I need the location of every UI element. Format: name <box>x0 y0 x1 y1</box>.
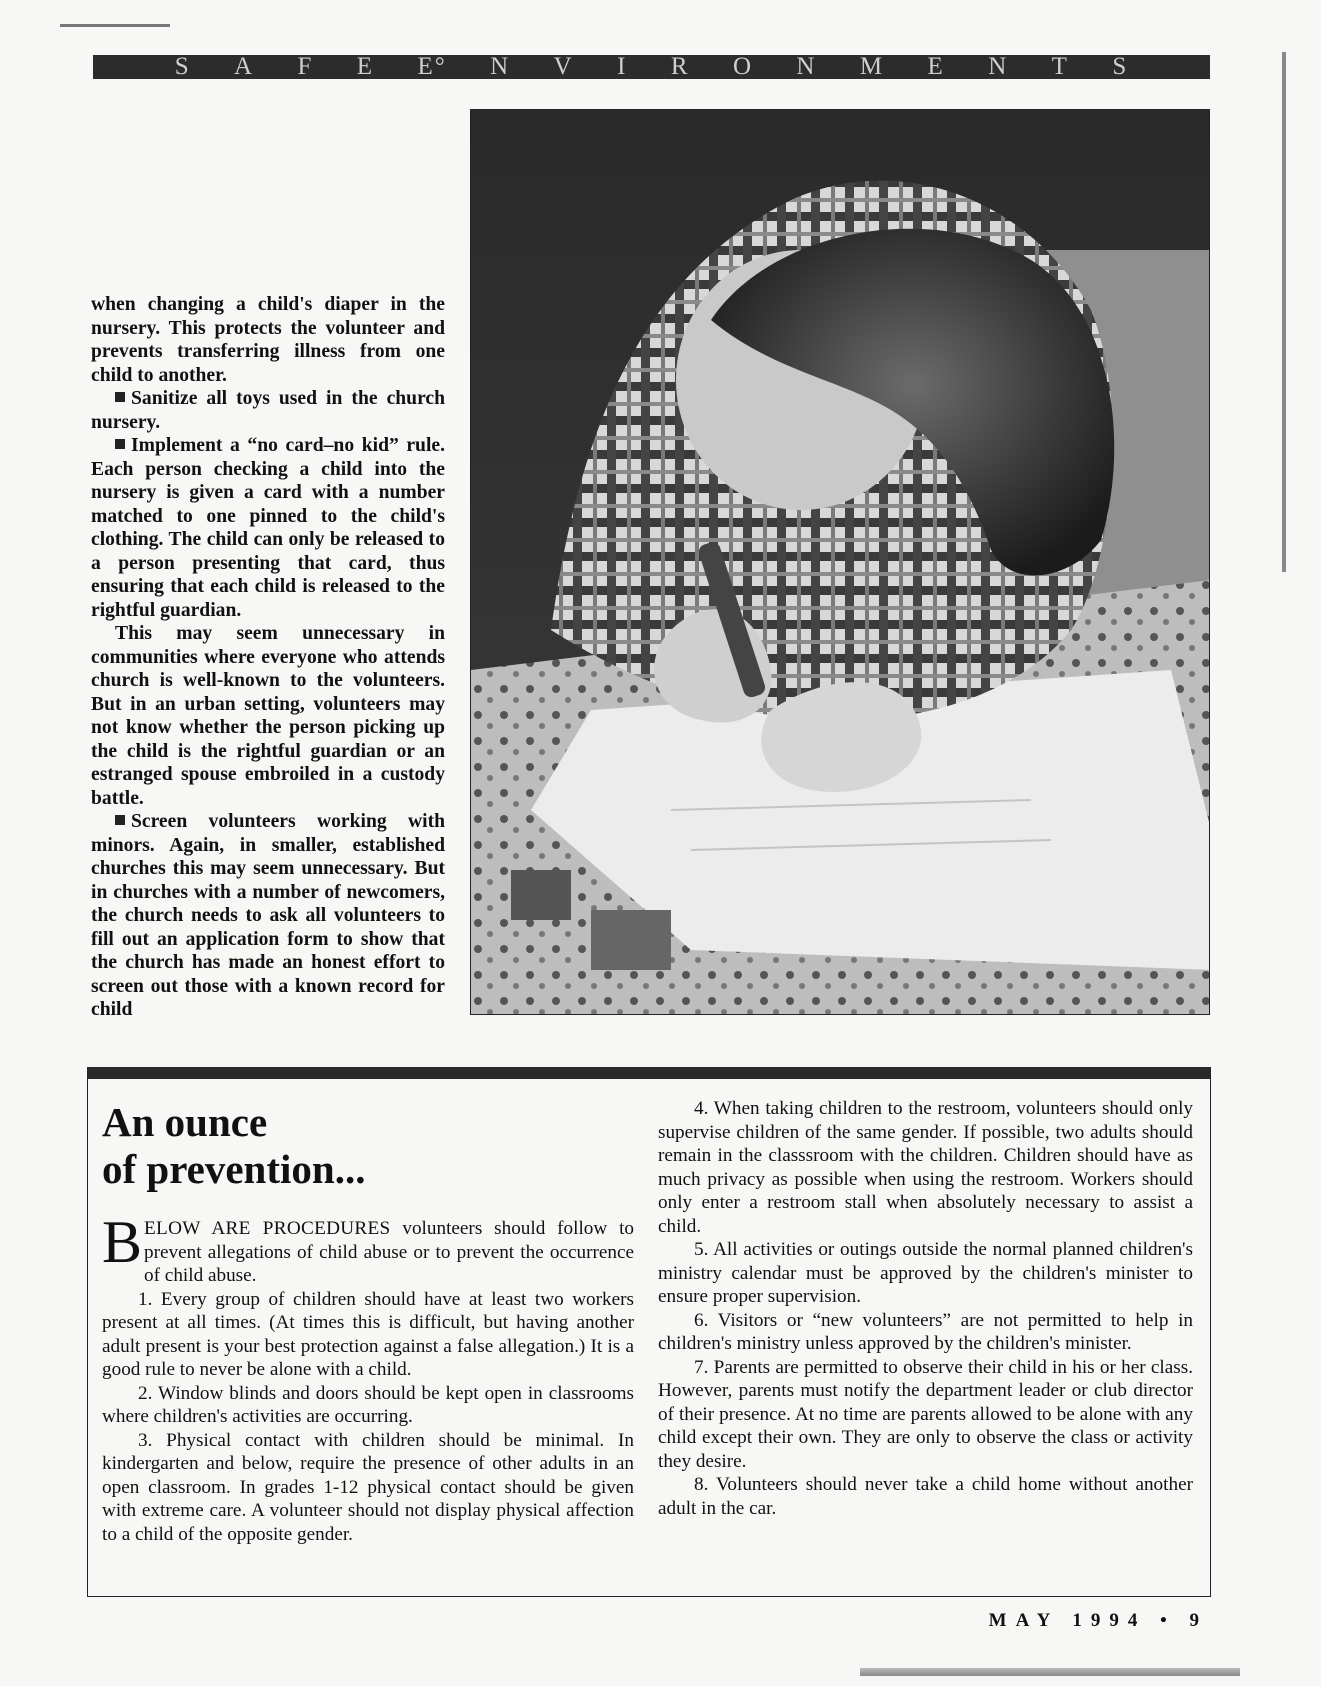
bullet-square-icon <box>115 815 125 825</box>
banner-letter: N <box>490 55 511 79</box>
sidebar-title-line: An ounce <box>102 1099 268 1145</box>
bullet-square-icon <box>115 392 125 402</box>
intro-text: volunteers should follow to prevent allegations of child abuse or to prevent the occurrence of child abuse. <box>144 1218 634 1286</box>
procedure-item: 3. Physical contact with children should be minimal. In kindergarten and below, require the presence of other adults in an open classroom. In grades 1-12 physical contact should be given with extreme care. A volunteer should not display physical affection to a child of the opposite gender. <box>102 1429 634 1545</box>
banner-letter: N <box>796 55 817 79</box>
article-bullet <box>91 810 445 1022</box>
procedure-item: 2. Window blinds and doors should be kept open in classrooms where children's activities are occurring. <box>102 1382 634 1427</box>
banner-letter: E <box>927 55 945 79</box>
sidebar-left-column <box>102 1099 634 1546</box>
folio-bullet: • <box>1160 1610 1176 1631</box>
article-column <box>91 293 445 1022</box>
banner-letter: V <box>553 55 574 79</box>
article-paragraph: when changing a child's diaper in the nursery. This protects the volunteer and prevents transferring illness from one child to another. <box>91 294 445 386</box>
article-bullet <box>91 387 445 434</box>
issue-date: MAY 1994 <box>988 1610 1147 1631</box>
banner-letter: I <box>617 55 628 79</box>
banner-letter: R <box>670 55 690 79</box>
bullet-square-icon <box>115 439 125 449</box>
procedure-item: 4. When taking children to the restroom, volunteers should only supervise children of the same gender. If possible, two adults should remain in the classsroom with the children. Children should have as much privacy as possible when using the restroom. Workers should only enter a restroom stall when absolutely necessary to assist a child. <box>658 1098 1193 1237</box>
banner-letter: E° <box>417 55 447 79</box>
banner-letter: S <box>1112 55 1129 79</box>
sidebar-intro <box>102 1209 634 1288</box>
photo-illustration <box>471 110 1210 1015</box>
prevention-sidebar <box>87 1067 1211 1597</box>
sidebar-body <box>102 1209 634 1546</box>
intro-caps: ELOW ARE PROCEDURES <box>144 1218 391 1239</box>
bullet-text: Implement a “no card–no kid” rule. Each person checking a child into the nursery is given a card with a number matched to one pinned to the child's clothing. The child can only be released to a person presenting that card, thus ensuring that each child is released to the rightful guardian. <box>91 435 445 621</box>
banner-letter: N <box>988 55 1009 79</box>
bottom-rule <box>860 1668 1240 1676</box>
top-rule <box>60 24 170 27</box>
article-paragraph: This may seem unnecessary in communities where everyone who attends church is well-known to the volunteers. But in an urban setting, volunteers may not know whether the person picking up the child is the rightful guardian or an estranged spouse embroiled in a custody battle. <box>91 623 445 809</box>
photo-child-writing <box>470 109 1210 1015</box>
sidebar-title-line: of prevention... <box>102 1146 366 1192</box>
bullet-text: Sanitize all toys used in the church nursery. <box>91 388 445 433</box>
sidebar-right-column <box>658 1097 1193 1520</box>
section-banner <box>93 55 1210 79</box>
procedure-item: 6. Visitors or “new volunteers” are not permitted to help in children's ministry unless approved by the children's minister. <box>658 1309 1193 1354</box>
banner-letter: E <box>356 55 375 79</box>
procedure-item: 8. Volunteers should never take a child home without another adult in the car. <box>658 1474 1193 1519</box>
page-number: 9 <box>1189 1610 1208 1631</box>
article-bullet <box>91 434 445 622</box>
bullet-text: Screen volunteers working with minors. Again, in smaller, established churches this may seem unnecessary. But in churches with a number of newcomers, the church needs to ask all volunteers to fill out an application form to show that the church has made an honest effort to screen out those with a known record for child <box>91 811 445 1020</box>
banner-letter: T <box>1051 55 1069 79</box>
drop-cap: B <box>102 1209 143 1275</box>
sidebar-title <box>102 1099 634 1193</box>
banner-letter: F <box>297 55 314 79</box>
side-rule <box>1282 52 1286 572</box>
banner-letter: A <box>234 55 255 79</box>
procedure-item: 1. Every group of children should have at least two workers present at all times. (At times this is difficult, but having another adult present is your best protection against a false allegation.) It is a good rule to never be alone with a child. <box>102 1288 634 1380</box>
banner-letter: M <box>859 55 885 79</box>
banner-letter: O <box>732 55 753 79</box>
procedure-item: 7. Parents are permitted to observe their child in his or her class. However, parents must notify the department leader or club director of their presence. At no time are parents allowed to be alone with any child except their own. They are only to observe the class or activity they desire. <box>658 1356 1193 1472</box>
procedure-item: 5. All activities or outings outside the normal planned children's ministry calendar must be approved by the children's minister to ensure proper supervision. <box>658 1239 1193 1307</box>
page-folio <box>958 1610 1208 1632</box>
banner-letter: S <box>174 55 191 79</box>
